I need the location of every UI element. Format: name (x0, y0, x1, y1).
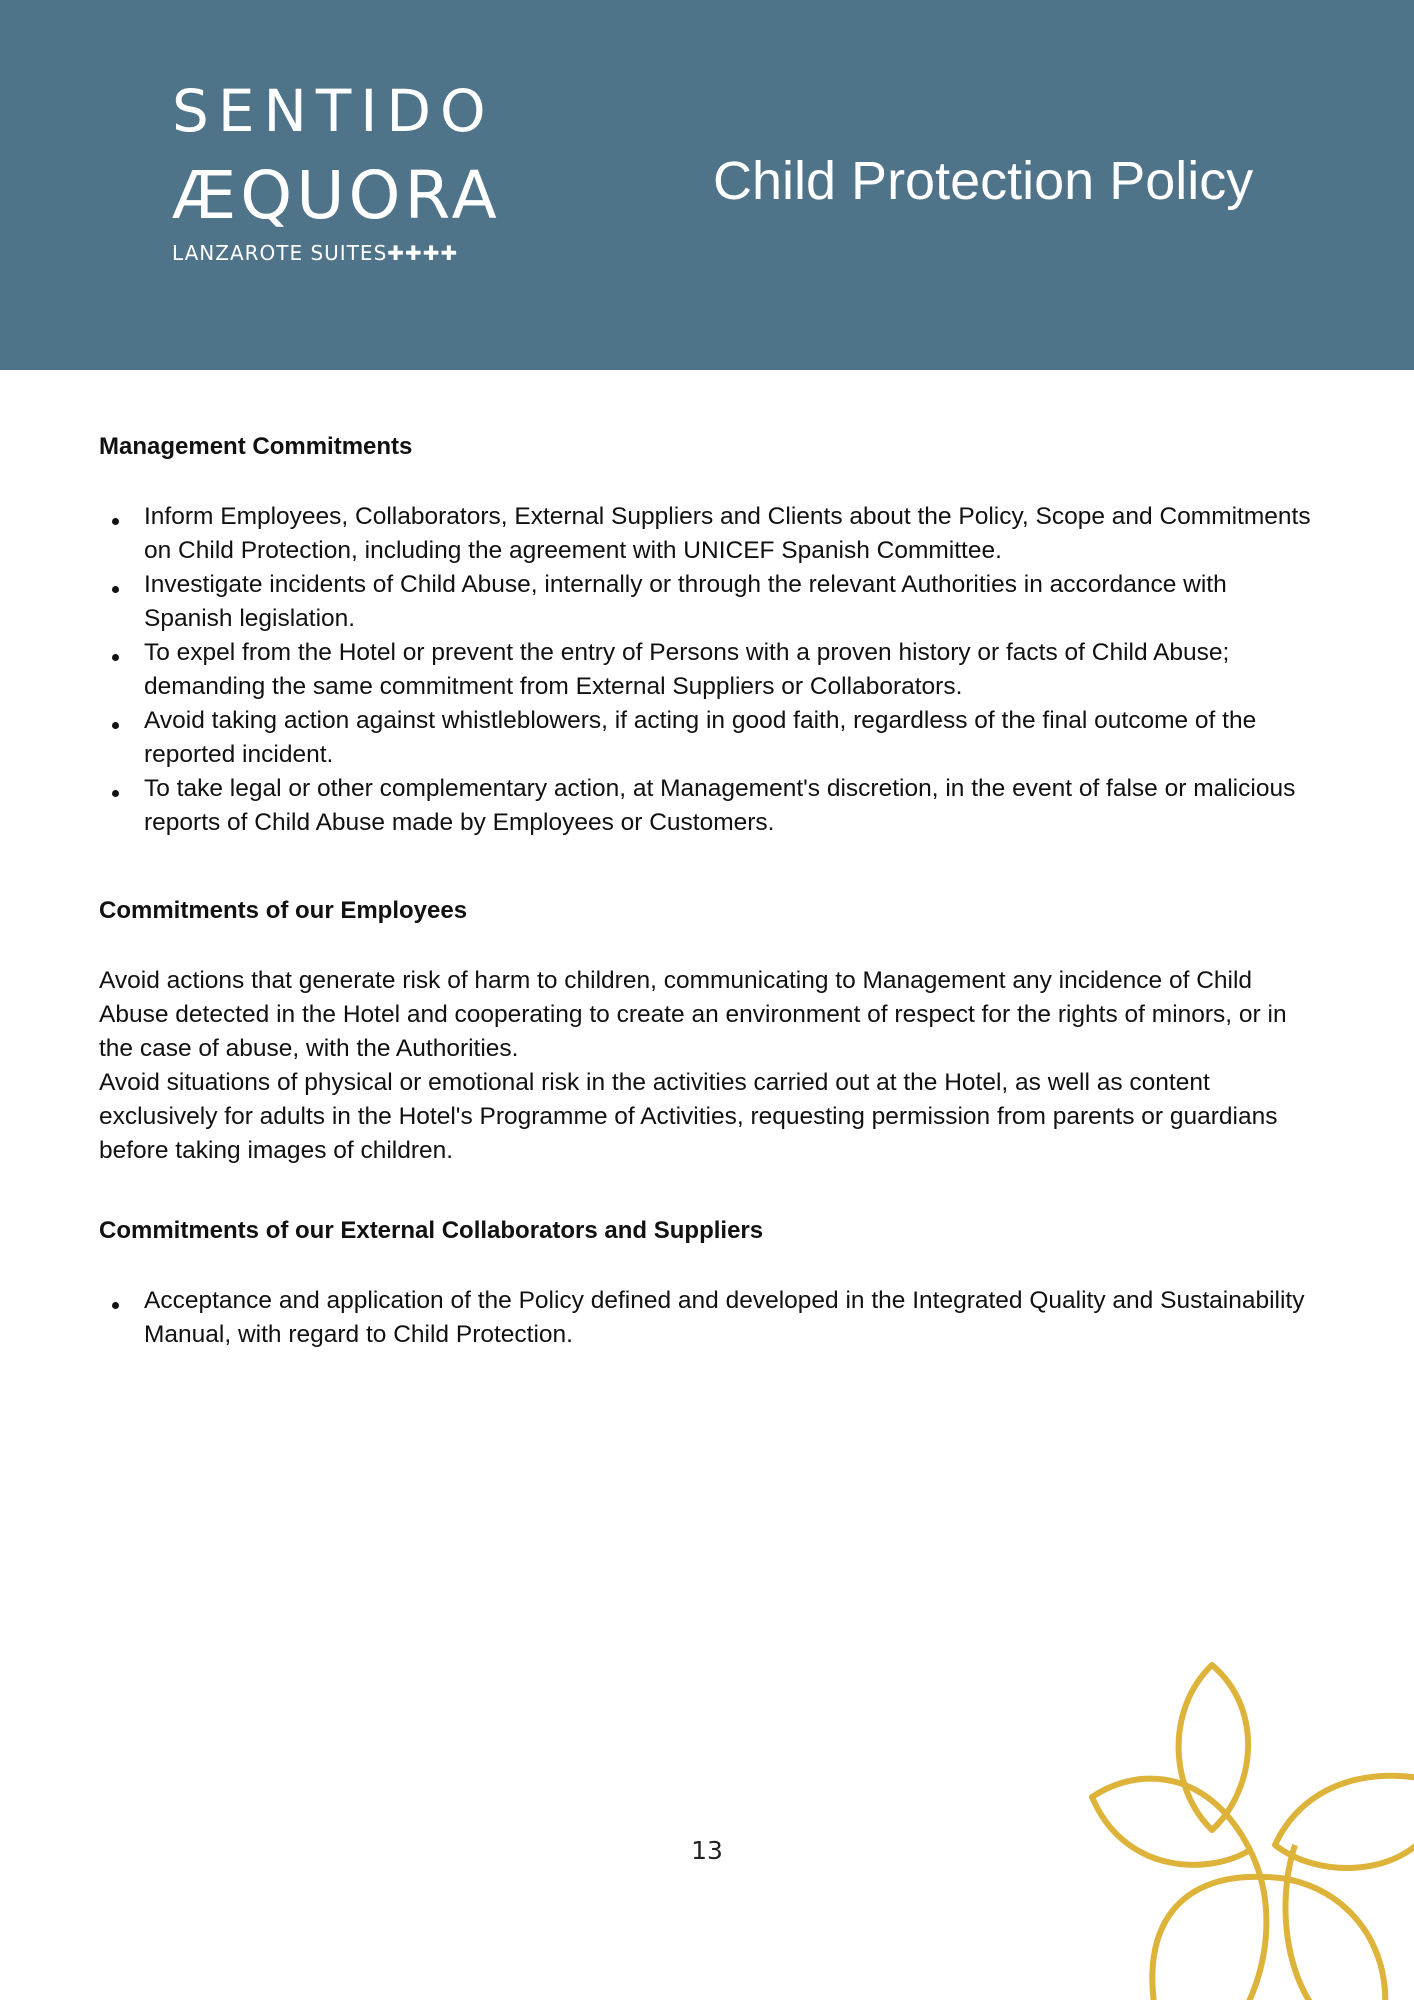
paragraph-group (99, 964, 1319, 1168)
list-item-text: Inform Employees, Collaborators, External Suppliers and Clients about the Policy, Scope and Commitments on Child Protection, including the agreement with UNICEF Spanish Committee. (144, 503, 1311, 564)
section-heading: Commitments of our External Collaborators and Suppliers (99, 1217, 764, 1244)
list-item-text: Avoid taking action against whistleblowers, if acting in good faith, regardless of the final outcome of the reported incident. (144, 707, 1257, 768)
logo-hotel-name: ÆQUORA (172, 157, 501, 234)
flower-petal-right (1275, 1776, 1414, 1868)
bullet-icon (112, 518, 119, 525)
bullet-list (99, 1284, 1319, 1352)
paragraph: Avoid situations of physical or emotional risk in the activities carried out at the Hotel, as well as content exclusively for adults in the Hotel's Programme of Activities, requesting permission from parents or guardians before taking images of children. (99, 1069, 1278, 1164)
hotel-logo (172, 77, 512, 266)
list-item-text: To take legal or other complementary action, at Management's discretion, in the event of false or malicious reports of Child Abuse made by Employees or Customers. (144, 775, 1296, 836)
list-item (99, 772, 1319, 840)
list-item-text: Acceptance and application of the Policy defined and developed in the Integrated Quality and Sustainability Manual, with regard to Child Protection. (144, 1287, 1305, 1348)
list-item-text: To expel from the Hotel or prevent the entry of Persons with a proven history or facts of Child Abuse; demanding the same commitment from External Suppliers or Collaborators. (144, 639, 1230, 700)
list-item (99, 568, 1319, 636)
bullet-list (99, 500, 1319, 840)
section-employee-commitments (99, 894, 1319, 1168)
section-supplier-commitments (99, 1214, 1319, 1352)
list-item-text: Investigate incidents of Child Abuse, internally or through the relevant Authorities in accordance with Spanish legislation. (144, 571, 1227, 632)
section-heading: Management Commitments (99, 433, 413, 460)
bullet-icon (112, 586, 119, 593)
bullet-icon (112, 654, 119, 661)
logo-subtitle: LANZAROTE SUITES✚✚✚✚ (172, 241, 459, 265)
bullet-icon (112, 790, 119, 797)
logo-brand: SENTIDO (172, 77, 495, 145)
bullet-icon (112, 722, 119, 729)
list-item (99, 636, 1319, 704)
list-item (99, 500, 1319, 568)
list-item (99, 704, 1319, 772)
page-title: Child Protection Policy (713, 151, 1254, 211)
flower-petal-left (1092, 1779, 1250, 1865)
flower-icon (1060, 1640, 1414, 2000)
paragraph: Avoid actions that generate risk of harm to children, communicating to Management any incidence of Child Abuse detected in the Hotel and cooperating to create an environment of respect for the rights of minors, or in the case of abuse, with the Authorities. (99, 967, 1287, 1062)
list-item (99, 1284, 1319, 1352)
flower-petal-bottom-left (1152, 1850, 1266, 2000)
bullet-icon (112, 1302, 119, 1309)
section-management-commitments (99, 430, 1319, 840)
page-header (0, 0, 1414, 370)
page-number: 13 (691, 1836, 723, 1865)
section-heading: Commitments of our Employees (99, 897, 468, 924)
